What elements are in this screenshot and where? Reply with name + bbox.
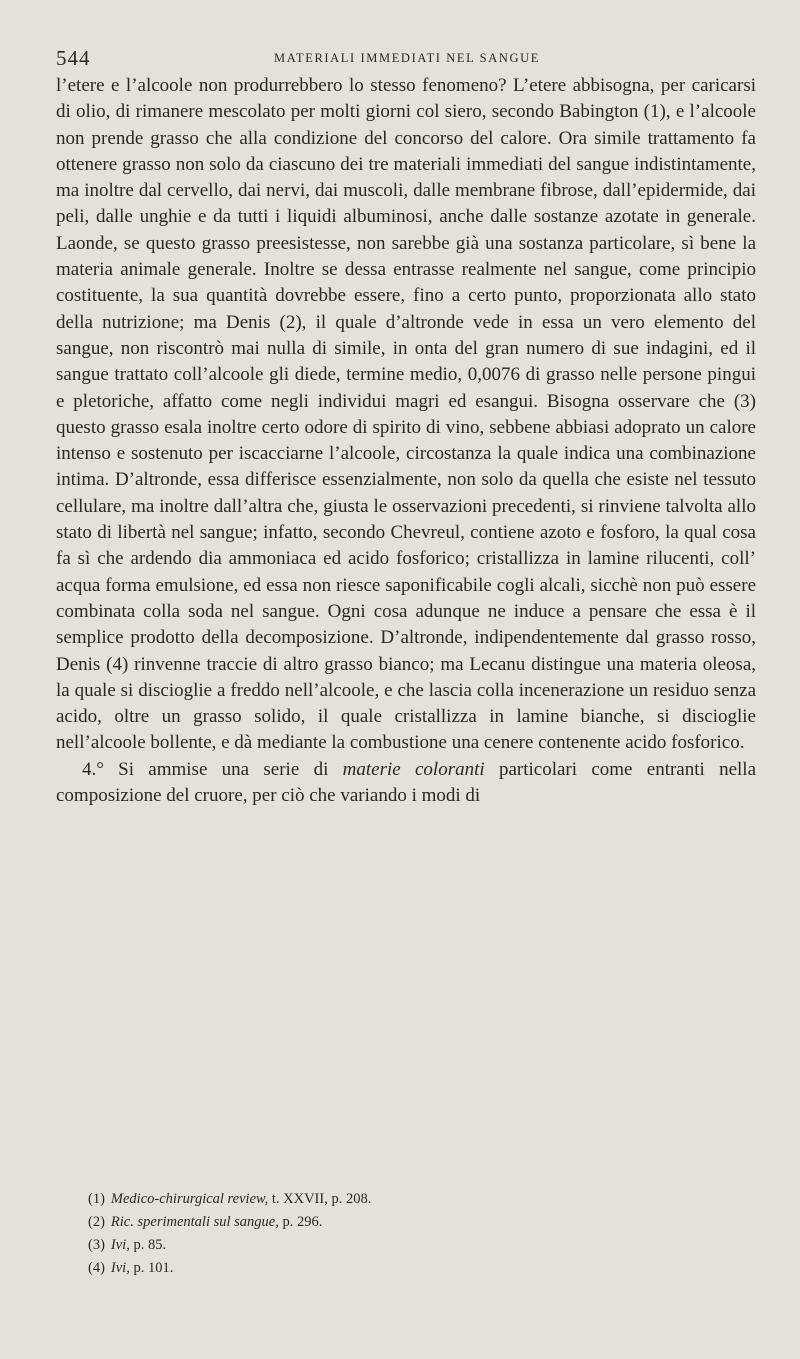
footnote-source: Ivi, <box>110 1260 130 1276</box>
footnote-source: Ric. sperimentali sul sangue, <box>110 1214 279 1230</box>
footnote-detail: p. 296. <box>278 1214 323 1230</box>
page-number: 544 <box>56 46 91 70</box>
footnote-2 <box>88 1211 748 1234</box>
paragraph-text-end: particolari come entranti nella composizione del cruore, per ciò che variando i modi di <box>56 758 757 807</box>
paragraph-italic-term: materie coloranti <box>342 758 485 780</box>
running-head <box>56 46 758 72</box>
running-head-title: MATERIALI IMMEDIATI NEL SANGUE <box>274 51 540 65</box>
body-text <box>56 73 756 809</box>
footnote-detail: p. 101. <box>129 1260 174 1276</box>
footnote-ref: (2) <box>88 1214 105 1230</box>
footnotes <box>88 1188 748 1280</box>
footnote-ref: (4) <box>88 1260 105 1276</box>
paragraph-coloring-matters <box>56 757 756 810</box>
footnote-1 <box>88 1188 748 1211</box>
footnote-source: Ivi, <box>110 1237 130 1253</box>
footnote-ref: (3) <box>88 1237 105 1253</box>
footnote-4 <box>88 1257 748 1280</box>
footnote-3 <box>88 1234 748 1257</box>
footnote-detail: p. 85. <box>129 1237 167 1253</box>
footnote-ref: (1) <box>88 1191 105 1207</box>
paragraph-text-start: 4.° Si ammise una serie di <box>82 758 343 780</box>
footnote-detail: t. XXVII, p. 208. <box>268 1191 372 1207</box>
paragraph-continuation: l’etere e l’alcoole non produrrebbero lo stesso fenomeno? L’etere abbisogna, per caricarsi di olio, di rimanere mescolato per molti giorni col siero, secondo Babington (1), e l’alcoole non prende grasso che alla condizione del concorso del calore. Ora simile trattamento fa ottenere grasso non solo da ciascuno dei tre materiali immediati del sangue indistintamente, ma inoltre dal cervello, dai nervi, dai muscoli, dalle membrane fibrose, dall’epidermide, dai peli, dalle unghie e da tutti i liquidi albuminosi, anche dalle sostanze azotate in generale. Laonde, se questo grasso preesistesse, non sarebbe già una sostanza particolare, sì bene la materia animale generale. Inoltre se dessa entrasse realmente nel sangue, come principio costituente, la sua quantità dovrebbe essere, fino a certo punto, proporzionata allo stato della nutrizione; ma Denis (2), il quale d’altronde vede in essa un vero elemento del sangue, non riscontrò mai nulla di simile, in onta del gran numero di sue indagini, ed il sangue trattato coll’alcoole gli diede, termine medio, 0,0076 di grasso nelle persone pingui e pletoriche, affatto come negli individui magri ed esangui. Bisogna osservare che (3) questo grasso esala inoltre certo odore di spirito di vino, sebbene abbiasi adoprato un calore intenso e sostenuto per iscacciarne l’alcoole, circostanza la quale indica una combinazione intima. D’altronde, essa differisce essenzialmente, non solo da quella che esiste nel tessuto cellulare, ma inoltre dall’altra che, giusta le osservazioni precedenti, si rinviene talvolta allo stato di libertà nel sangue; infatto, secondo Chevreul, contiene azoto e fosforo, la qual cosa fa sì che ardendo dia ammoniaca ed acido fosforico; cristallizza in lamine rilucenti, coll’ acqua forma emulsione, ed essa non riesce saponificabile cogli alcali, sicchè non può essere combinata colla soda nel sangue. Ogni cosa adunque ne induce a pensare che essa è il semplice prodotto della decomposizione. D’altronde, indipendentemente dal grasso rosso, Denis (4) rinvenne traccie di altro grasso bianco; ma Lecanu distingue una materia oleosa, la quale si discioglie a freddo nell’alcoole, e che lascia colla incenerazione un residuo senza acido, oltre un grasso solido, il quale cristallizza in lamine bianche, si discioglie nell’alcoole bollente, e dà mediante la combustione una cenere contenente acido fosforico. <box>56 75 756 754</box>
footnote-source: Medico-chirurgical review, <box>110 1191 269 1207</box>
